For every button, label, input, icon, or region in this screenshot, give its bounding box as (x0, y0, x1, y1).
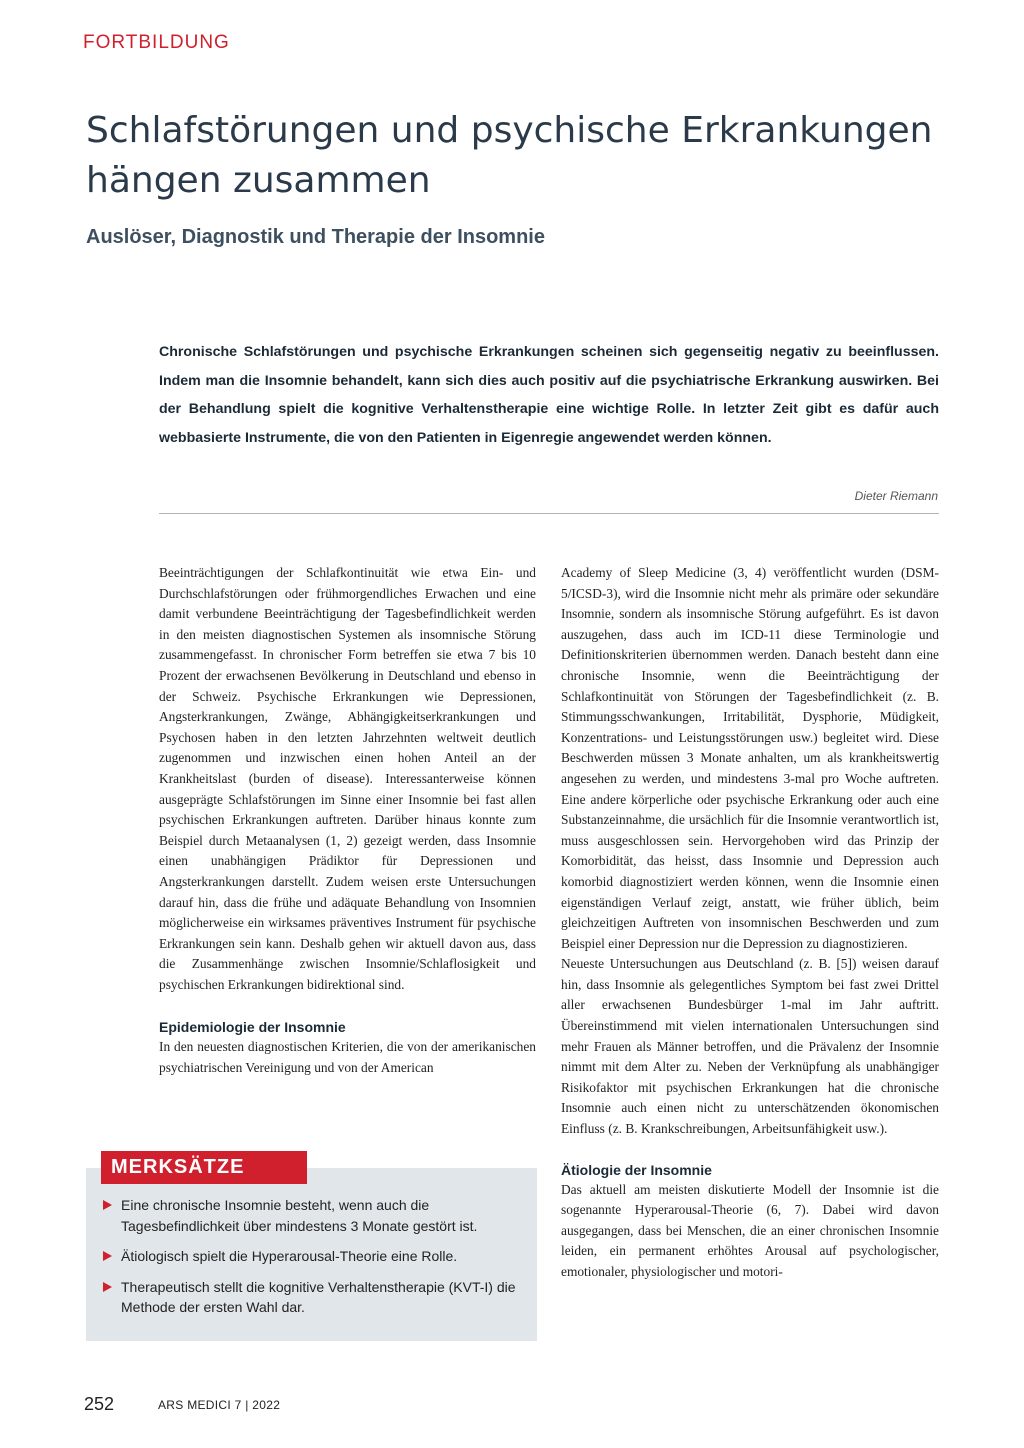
triangle-bullet-icon (103, 1200, 112, 1210)
page-number: 252 (84, 1394, 115, 1414)
section-label: FORTBILDUNG (83, 32, 230, 53)
article-subtitle: Auslöser, Diagnostik und Therapie der Insomnie (86, 226, 545, 248)
merksatz-item: Ätiologisch spielt die Hyperarousal-Theorie eine Rolle. (103, 1246, 523, 1267)
merksatz-item: Eine chronische Insomnie besteht, wenn auch die Tagesbefindlichkeit über mindestens 3 Monate gestört ist. (103, 1195, 523, 1236)
article-lead: Chronische Schlafstörungen und psychische Erkrankungen scheinen sich gegenseitig negativ zu beeinflussen. Indem man die Insomnie behandelt, kann sich dies auch positiv auf die psychiatrische Erkrankung auswirken. Bei der Behandlung spielt die kognitive Verhaltenstherapie eine wichtige Rolle. In letzter Zeit gibt es dafür auch webbasierte Instrumente, die von den Patienten in Eigenregie angewendet werden können. (159, 344, 939, 446)
merksaetze-title: MERKSÄTZE (101, 1151, 307, 1184)
section-heading-epidemiology: Epidemiologie der Insomnie (159, 1019, 346, 1036)
merksaetze-list (103, 1195, 523, 1328)
triangle-bullet-icon (103, 1282, 112, 1292)
article-title: Schlafstörungen und psychische Erkrankungen hängen zusammen (86, 110, 933, 201)
journal-issue: ARS MEDICI 7 | 2022 (158, 1398, 281, 1412)
body-paragraph: Neueste Untersuchungen aus Deutschland (z. B. [5]) weisen darauf hin, dass Insomnie als gelegentliches Symptom bei fast zwei Drittel aller erwachsenen Bundesbürger 1-mal im Jahr auftritt. Übereinstimmend mit vielen internationalen Untersuchungen sind mehr Frauen als Männer betroffen, und die Prävalenz der Insomnie nimmt mit dem Alter zu. Neben der Verknüpfung als unabhängiger Risikofaktor mit psychischen Erkrankungen hat die chronische Insomnie auch einen nicht zu unterschätzenden ökonomischen Einfluss (z. B. Krankschreibungen, Arbeitsunfähigkeit usw.). (561, 956, 939, 1137)
body-column-left (159, 563, 536, 1079)
body-paragraph: Academy of Sleep Medicine (3, 4) veröffentlicht wurden (DSM-5/ICSD-3), wird die Insomnie nicht mehr als primäre oder sekundäre Insomnie, sondern als insomnische Störung aufgeführt. Es ist davon auszugehen, dass auch im ICD-11 diese Terminologie und Definitionskriterien übernommen werden. Danach besteht dann eine chronische Insomnie, wenn die Beeinträchtigung der Schlafkontinuität von Störungen der Tagesbefindlichkeit (z. B. Stimmungsschwankungen, Irritabilität, Dysphorie, Müdigkeit, Konzentrations- und Leistungsstörungen usw.) begleitet wird. Diese Beschwerden müssen 3 Monate anhalten, um als krankheitswertig angesehen zu werden, und mindestens 3-mal pro Woche auftreten. Eine andere körperliche oder psychische Erkrankung oder auch eine Substanzeinnahme, die ursächlich für die Insomnie verantwortlich ist, muss ausgeschlossen sein. Hervorgehoben wird das Prinzip der Komorbidität, das heisst, dass Insomnie und Depression auch komorbid diagnostiziert werden können, wenn die Insomnie einen eigenständigen Verlauf zeigt, anstatt, wie früher üblich, beim gleichzeitigen Auftreten von insomnischen Beschwerden und zum Beispiel einer Depression nur die Depression zu diagnostizieren. (561, 565, 939, 951)
section-heading-aetiology: Ätiologie der Insomnie (561, 1161, 712, 1178)
body-paragraph: Beeinträchtigungen der Schlafkontinuität wie etwa Ein- und Durchschlafstörungen oder frühmorgendliches Erwachen und eine damit verbundene Beeinträchtigung der Tagesbefindlichkeit werden in den meisten diagnostischen Systemen als insomnische Störung zusammengefasst. In chronischer Form betreffen sie etwa 7 bis 10 Prozent der erwachsenen Bevölkerung in Deutschland und ebenso in der Schweiz. Psychische Erkrankungen wie Depressionen, Angsterkrankungen, Zwänge, Abhängigkeitserkrankungen und Psychosen haben in den letzten Jahrzehnten weltweit deutlich zugenommen und inzwischen einen hohen Anteil an der Krankheitslast (burden of disease). Interessanterweise können ausgeprägte Schlafstörungen im Sinne einer Insomnie bei fast allen psychischen Erkrankungen auftreten. Darüber hinaus konnte zum Beispiel durch Metaanalysen (1, 2) gezeigt werden, dass Insomnie einen unabhängigen Prädiktor für Depressionen und Angsterkrankungen darstellt. Zudem weisen erste Untersuchungen darauf hin, dass die frühe und adäquate Behandlung von Insomnien möglicherweise ein wirksames präventives Instrument für psychische Erkrankungen sein kann. Deshalb gehen wir aktuell davon aus, dass die Zusammenhänge zwischen Insomnie/Schlaflosigkeit und psychischen Erkrankungen bidirektional sind. (159, 565, 536, 992)
body-paragraph: Das aktuell am meisten diskutierte Modell der Insomnie ist die sogenannte Hyperarousal-Theorie (6, 7). Dabei wird davon ausgegangen, dass bei Menschen, die an einer chronischen Insomnie leiden, ein permanent erhöhtes Arousal auf psychologischer, emotionaler, physiologischer und motori- (561, 1181, 939, 1279)
lead-divider (159, 513, 939, 514)
triangle-bullet-icon (103, 1251, 112, 1261)
author-name: Dieter Riemann (854, 489, 938, 503)
merksatz-item: Therapeutisch stellt die kognitive Verhaltenstherapie (KVT-I) die Methode der ersten Wahl dar. (103, 1277, 523, 1318)
body-column-right (561, 563, 939, 1283)
body-paragraph: In den neuesten diagnostischen Kriterien, die von der amerikanischen psychiatrischen Vereinigung und von der American (159, 1039, 536, 1076)
